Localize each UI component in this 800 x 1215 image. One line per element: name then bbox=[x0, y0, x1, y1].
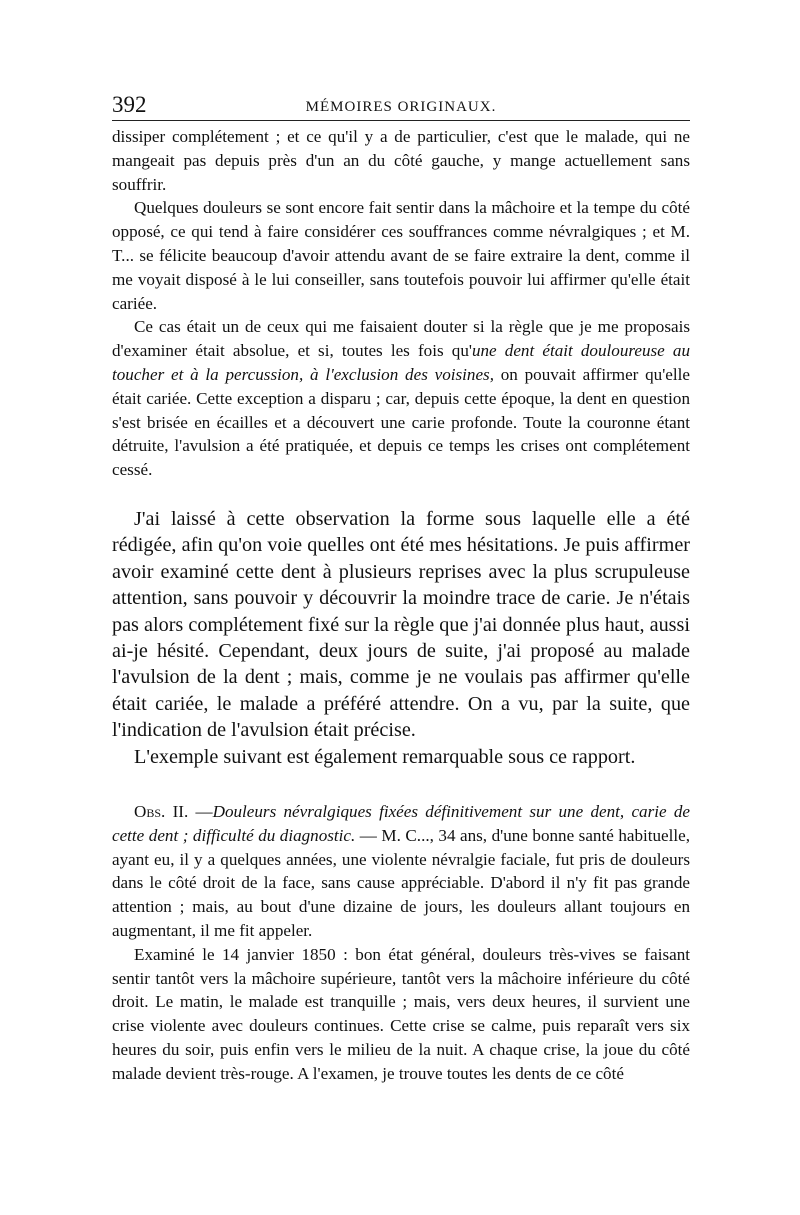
paragraph-1: dissiper complétement ; et ce qu'il y a de particulier, c'est que le malade, qui ne mangeait pas depuis près d'un an du côté gauche, y mange actuellement sans souffrir. bbox=[112, 127, 690, 194]
observation-2 bbox=[112, 800, 690, 1086]
paragraph-3-emphasis: une dent était douloureuse au toucher et à la percussion, à l'exclusion des voisines, bbox=[112, 341, 690, 384]
paragraph-7: Examiné le 14 janvier 1850 : bon état général, douleurs très-vives se faisant sentir tantôt vers la mâchoire supérieure, tantôt vers la mâchoire inférieure du côté droit. Le matin, le malade est tranquille ; mais, vers deux heures, il survient une crise violente avec douleurs continues. Cette crise se calme, puis reparaît vers six heures du soir, puis enfin vers le milieu de la nuit. A chaque crise, la joue du côté malade devient très-rouge. A l'examen, je trouve toutes les dents de ce côté bbox=[112, 944, 690, 1083]
paragraph-4: J'ai laissé à cette observation la forme sous laquelle elle a été rédigée, afin qu'on voie quelles ont été mes hésitations. Je puis affirmer avoir examiné cette dent à plusieurs reprises avec la plus scrupuleuse attention, sans pouvoir y découvrir la moindre trace de carie. Je n'étais pas alors complétement fixé sur la règle que j'ai donnée plus haut, aussi ai-je hésité. Cependant, deux jours de suite, j'ai proposé au malade l'avulsion de la dent ; mais, comme je ne voulais pas affirmer qu'elle était cariée, le malade a préféré attendre. On a vu, par la suite, que l'indication de l'avulsion était précise. bbox=[112, 507, 690, 742]
paragraph-2: Quelques douleurs se sont encore fait sentir dans la mâchoire et la tempe du côté opposé, ce qui tend à faire considérer ces souffrances comme névralgiques ; et M. T... se félicite beaucoup d'avoir attendu avant de se faire extraire la dent, comme il me voyait disposé à le lui conseiller, sans toutefois pouvoir lui affirmer qu'elle était cariée. bbox=[112, 198, 690, 313]
continued-observation bbox=[112, 125, 690, 482]
observation-2-intro bbox=[112, 800, 690, 943]
paragraph-3-text-a: Ce cas était un de ceux qui me faisaient douter si la règle que je me proposais d'examiner était absolue, et si, toutes les fois qu' bbox=[112, 317, 690, 361]
observation-text: — M. C..., 34 ans, d'une bonne santé habituelle, ayant eu, il y a quelques années, une violente névralgie faciale, fut pris de douleurs dans le côté droit de la face, sans cause appréciable. D'abord il n'y fit pas grande attention ; mais, au bout d'une dizaine de jours, les douleurs allant toujours en augmentant, il me fit appeler. bbox=[112, 825, 690, 940]
page-number: 392 bbox=[112, 92, 147, 117]
author-commentary bbox=[112, 506, 690, 770]
observation-label: Obs. II. bbox=[134, 802, 189, 822]
observation-dash: — bbox=[188, 802, 213, 822]
observation-title: Douleurs névralgiques fixées définitivement sur une dent, carie de cette dent ; difficulté du diagnostic. bbox=[112, 802, 690, 845]
page bbox=[112, 92, 690, 1086]
header-rule bbox=[112, 120, 690, 121]
paragraph-3 bbox=[112, 315, 690, 482]
paragraph-3-text-b: on pouvait affirmer qu'elle était cariée. Cette exception a disparu ; car, depuis cette époque, la dent en question s'est brisée en écailles et a découvert une carie profonde. Toute la couronne étant détruite, l'avulsion a été pratiquée, et depuis ce temps les crises ont complétement cessé. bbox=[112, 364, 690, 480]
paragraph-5: L'exemple suivant est également remarquable sous ce rapport. bbox=[134, 745, 636, 768]
running-head: MÉMOIRES ORIGINAUX. bbox=[305, 99, 497, 115]
page-header bbox=[112, 92, 690, 120]
